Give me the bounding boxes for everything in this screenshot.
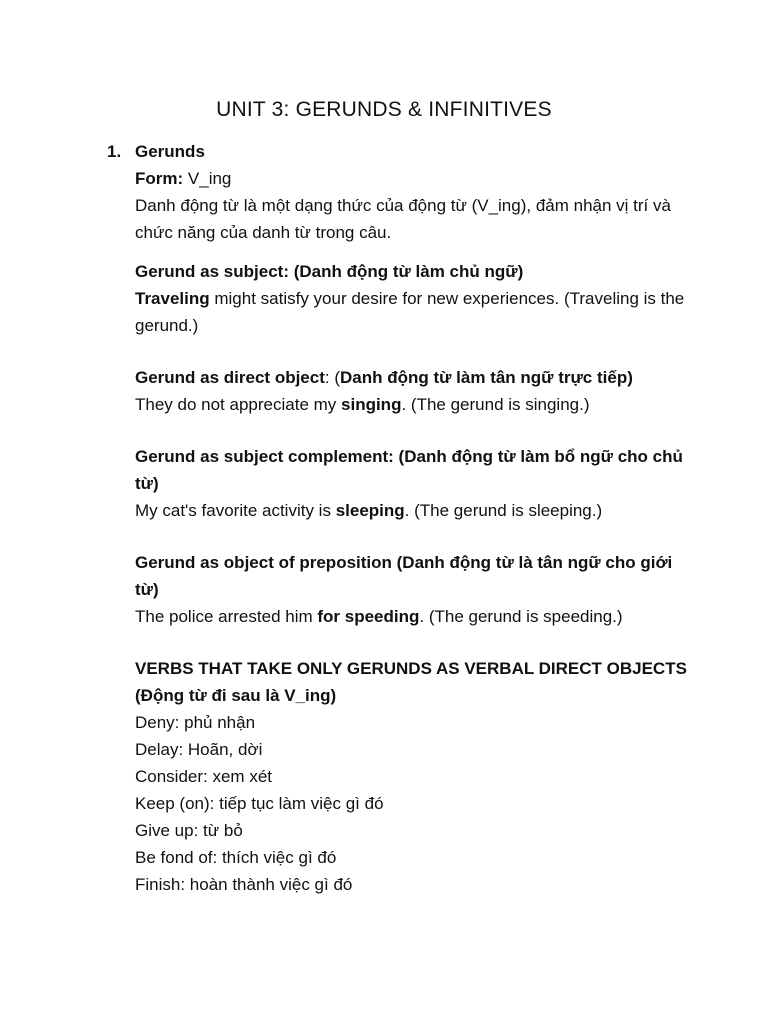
block-heading-subject: Gerund as subject: (Danh động từ làm chủ ngữ) (135, 262, 524, 281)
block-heading-direct-object (135, 364, 695, 391)
verb-item: Give up: từ bỏ (135, 821, 243, 840)
example-post: . (The gerund is singing.) (401, 395, 590, 414)
example-bold: Traveling (135, 289, 210, 308)
example-pre: The police arrested him (135, 607, 318, 626)
form-label: Form: (135, 169, 184, 188)
example-rest: might satisfy your desire for new experiences. (Traveling is the gerund.) (135, 289, 685, 335)
example-post: . (The gerund is sleeping.) (404, 501, 603, 520)
verb-item: Finish: hoàn thành việc gì đó (135, 875, 353, 894)
document-content (107, 138, 695, 898)
block-example-direct-object (135, 391, 695, 418)
form-value: V_ing (183, 169, 232, 188)
example-pre: They do not appreciate my (135, 395, 342, 414)
block-heading-subject-complement: Gerund as subject complement: (Danh động từ làm bổ ngữ cho chủ từ) (135, 447, 683, 493)
document-title: UNIT 3: GERUNDS & INFINITIVES (216, 98, 552, 121)
block-example-subject-complement (135, 497, 695, 524)
example-bold: singing (341, 395, 402, 414)
block-example-subject (135, 285, 695, 339)
heading-sep: : ( (324, 368, 340, 387)
example-bold: sleeping (335, 501, 405, 520)
verb-item: Deny: phủ nhận (135, 713, 256, 732)
form-line (135, 165, 695, 192)
definition-text: Danh động từ là một dạng thức của động từ (V_ing), đảm nhận vị trí và chức năng của danh từ trong câu. (135, 196, 671, 242)
block-example-object-of-preposition (135, 603, 695, 630)
heading-part-2: Danh động từ làm tân ngữ trực tiếp) (340, 368, 633, 387)
section-number: 1. (107, 142, 122, 161)
example-bold: for speeding (317, 607, 420, 626)
verb-item: Be fond of: thích việc gì đó (135, 848, 337, 867)
block-heading-object-of-preposition: Gerund as object of preposition (Danh động từ là tân ngữ cho giới từ) (135, 553, 673, 599)
example-pre: My cat's favorite activity is (135, 501, 336, 520)
verbs-heading: VERBS THAT TAKE ONLY GERUNDS AS VERBAL DIRECT OBJECTS (Động từ đi sau là V_ing) (135, 659, 687, 705)
verb-item: Keep (on): tiếp tục làm việc gì đó (135, 794, 384, 813)
example-post: . (The gerund is speeding.) (419, 607, 623, 626)
section-heading: Gerunds (135, 142, 205, 161)
verb-item: Delay: Hoãn, dời (135, 740, 263, 759)
verb-item: Consider: xem xét (135, 767, 272, 786)
heading-part-1: Gerund as direct object (135, 368, 325, 387)
